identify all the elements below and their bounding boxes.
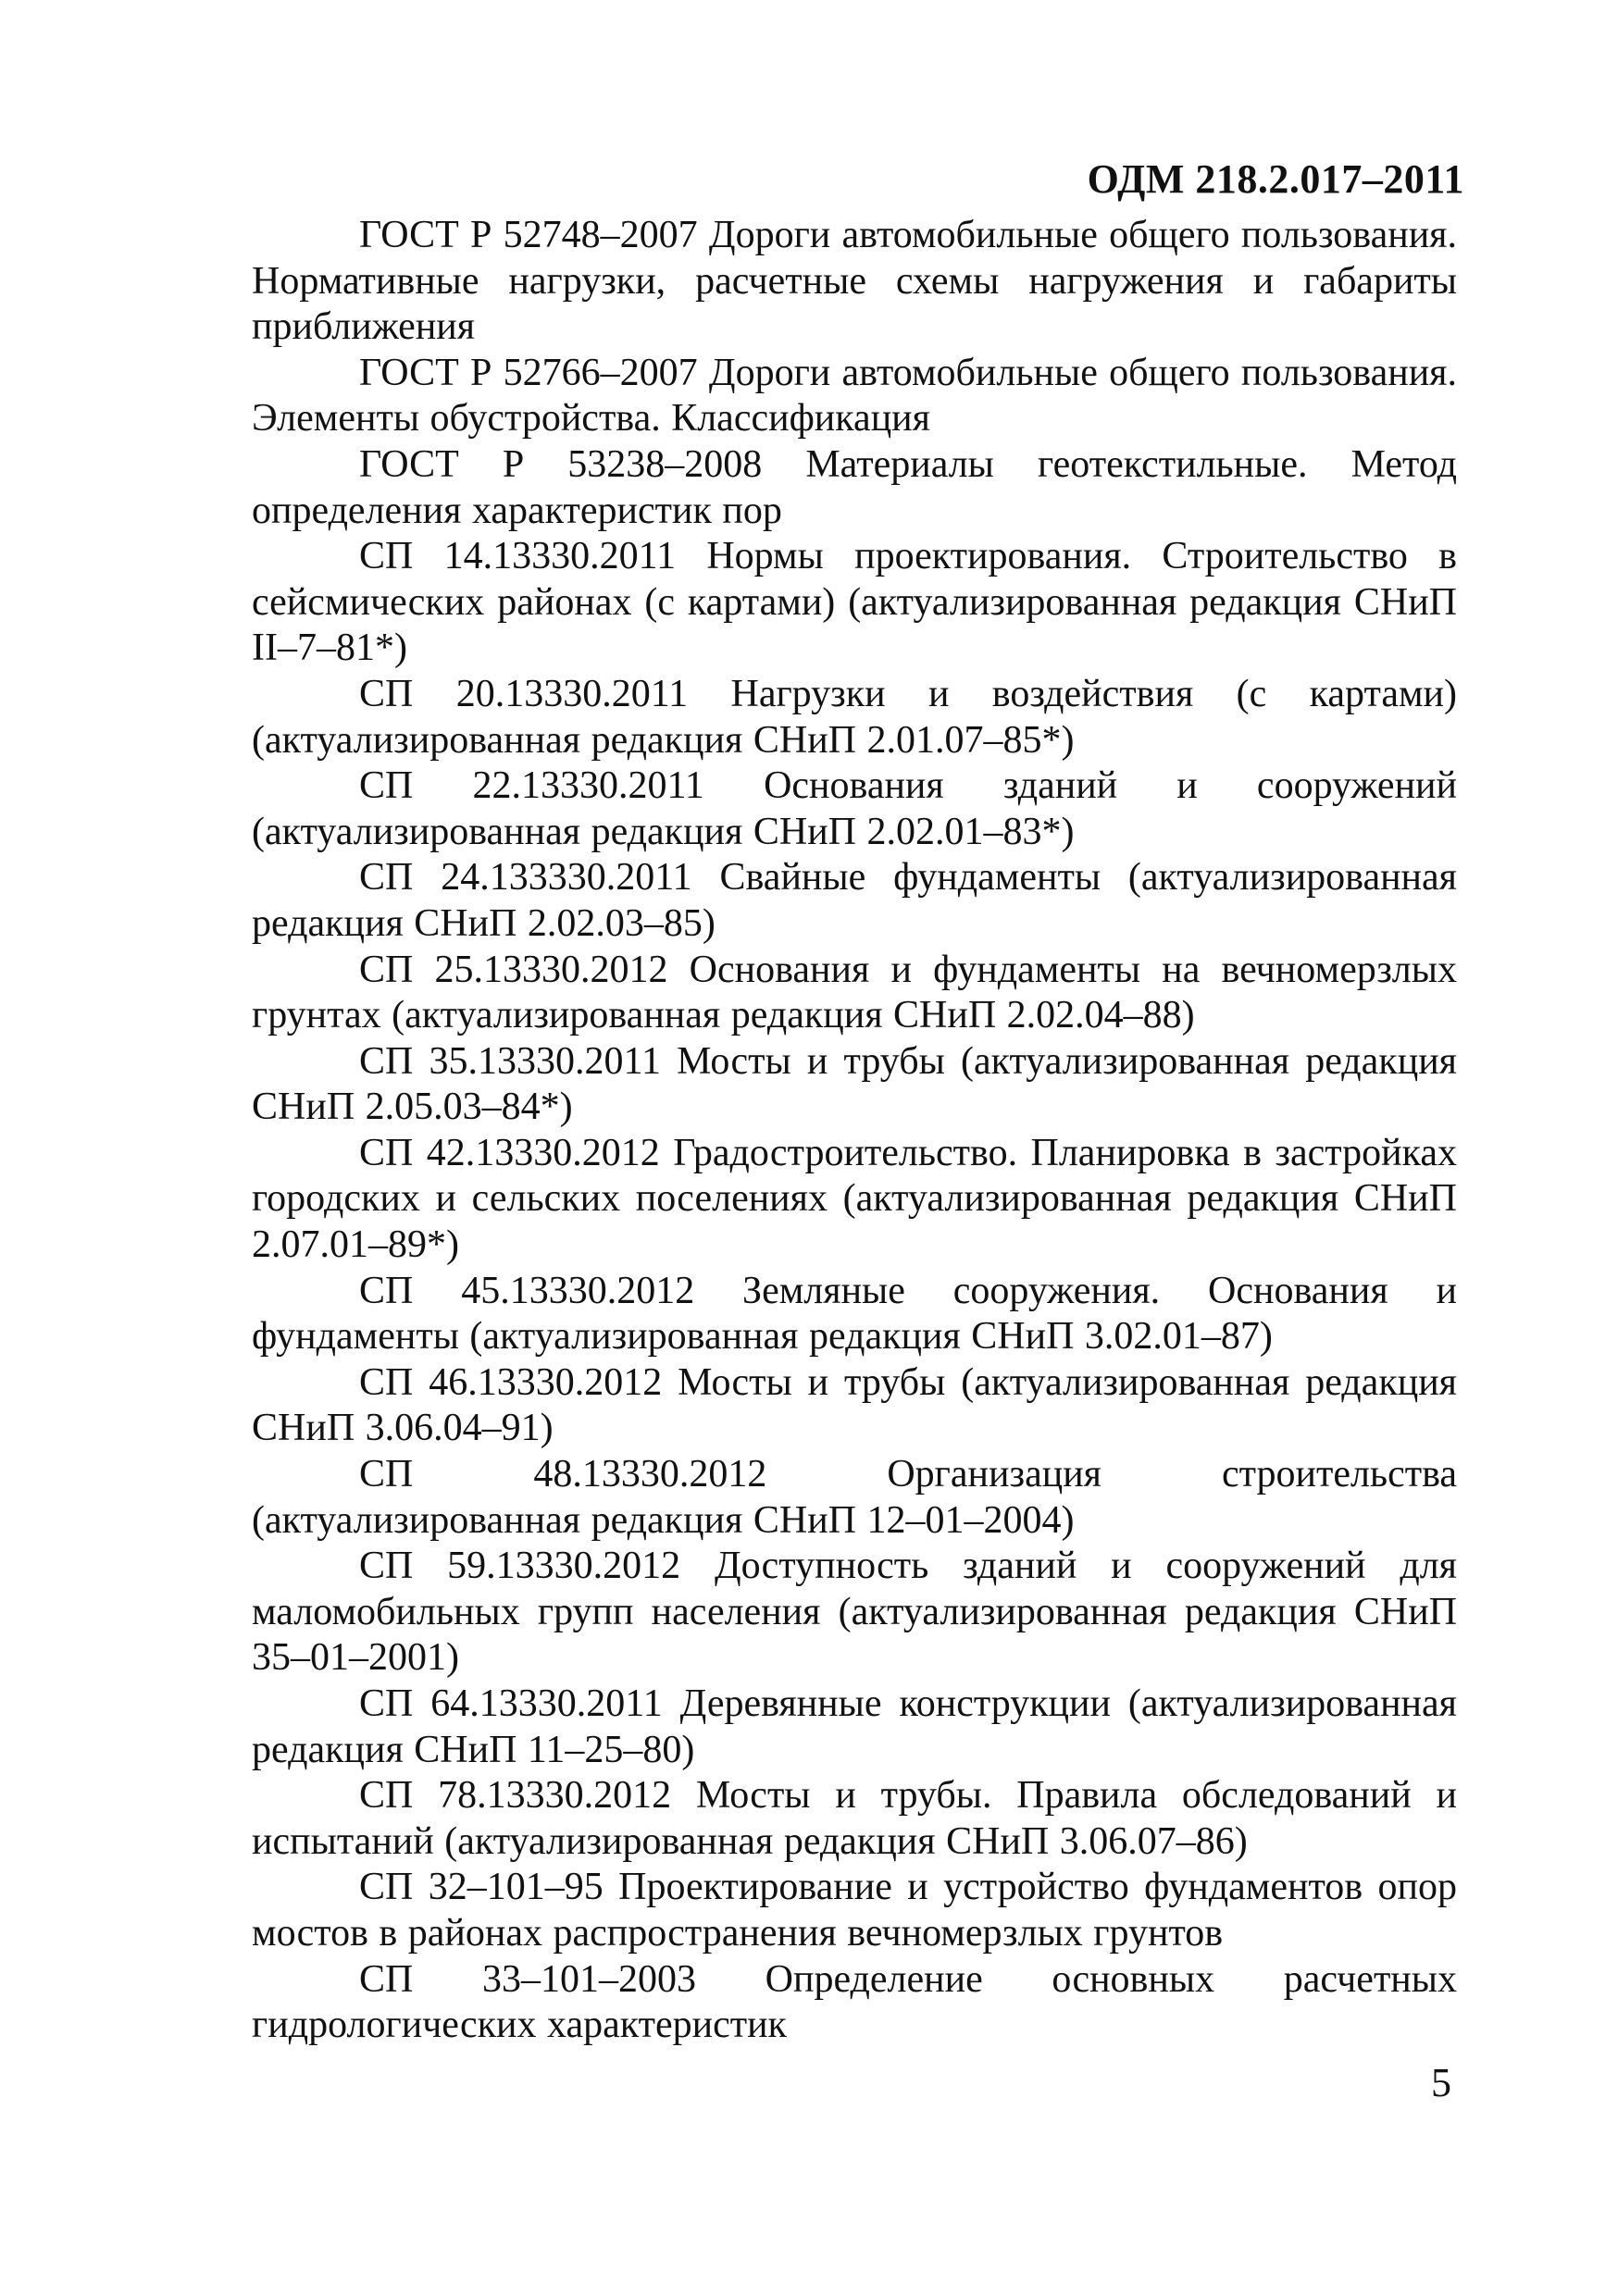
page-number: 5 [1431,2060,1451,2105]
reference-item: СП 45.13330.2012 Земляные сооружения. Основания и фундаменты (актуализированная редакция СНиП 3.02.01–87) [252,1269,1457,1359]
reference-item: ГОСТ Р 53238–2008 Материалы геотекстильные. Метод определения характеристик пор [252,442,1457,532]
reference-item: ГОСТ Р 52766–2007 Дороги автомобильные общего пользования. Элементы обустройства. Классификация [252,351,1457,441]
reference-item: СП 14.13330.2011 Нормы проектирования. Строительство в сейсмических районах (с картами) (актуализированная редакция СНиП II–7–81*) [252,535,1457,670]
reference-item: СП 22.13330.2011 Основания зданий и сооружений (актуализированная редакция СНиП 2.02.01–83*) [252,764,1457,853]
reference-item: СП 33–101–2003 Определение основных расчетных гидрологических характеристик [252,1957,1457,2047]
reference-item: СП 24.133330.2011 Свайные фундаменты (актуализированная редакция СНиП 2.02.03–85) [252,856,1457,945]
reference-item: ГОСТ Р 52748–2007 Дороги автомобильные общего пользования. Нормативные нагрузки, расчетные схемы нагружения и габариты приближения [252,214,1457,349]
reference-item: СП 35.13330.2011 Мосты и трубы (актуализированная редакция СНиП 2.05.03–84*) [252,1039,1457,1129]
reference-item: СП 48.13330.2012 Организация строительства (актуализированная редакция СНиП 12–01–2004) [252,1453,1457,1542]
reference-item: СП 46.13330.2012 Мосты и трубы (актуализированная редакция СНиП 3.06.04–91) [252,1360,1457,1450]
reference-item: СП 78.13330.2012 Мосты и трубы. Правила обследований и испытаний (актуализированная редакция СНиП 3.06.07–86) [252,1774,1457,1863]
reference-item: СП 20.13330.2011 Нагрузки и воздействия (с картами) (актуализированная редакция СНиП 2.01.07–85*) [252,672,1457,762]
document-code: ОДМ 218.2.017–2011 [1087,156,1464,202]
reference-item: СП 25.13330.2012 Основания и фундаменты на вечномерзлых грунтах (актуализированная редакция СНиП 2.02.04–88) [252,948,1457,1037]
reference-item: СП 64.13330.2011 Деревянные конструкции (актуализированная редакция СНиП 11–25–80) [252,1682,1457,1771]
reference-item: СП 42.13330.2012 Градостроительство. Планировка в застройках городских и сельских поселениях (актуализированная редакция СНиП 2.07.01–89*) [252,1131,1457,1267]
reference-item: СП 59.13330.2012 Доступность зданий и сооружений для маломобильных групп населения (актуализированная редакция СНиП 35–01–2001) [252,1545,1457,1680]
reference-item: СП 32–101–95 Проектирование и устройство фундаментов опор мостов в районах распространения вечномерзлых грунтов [252,1866,1457,1955]
normative-references-list [252,213,1457,2049]
